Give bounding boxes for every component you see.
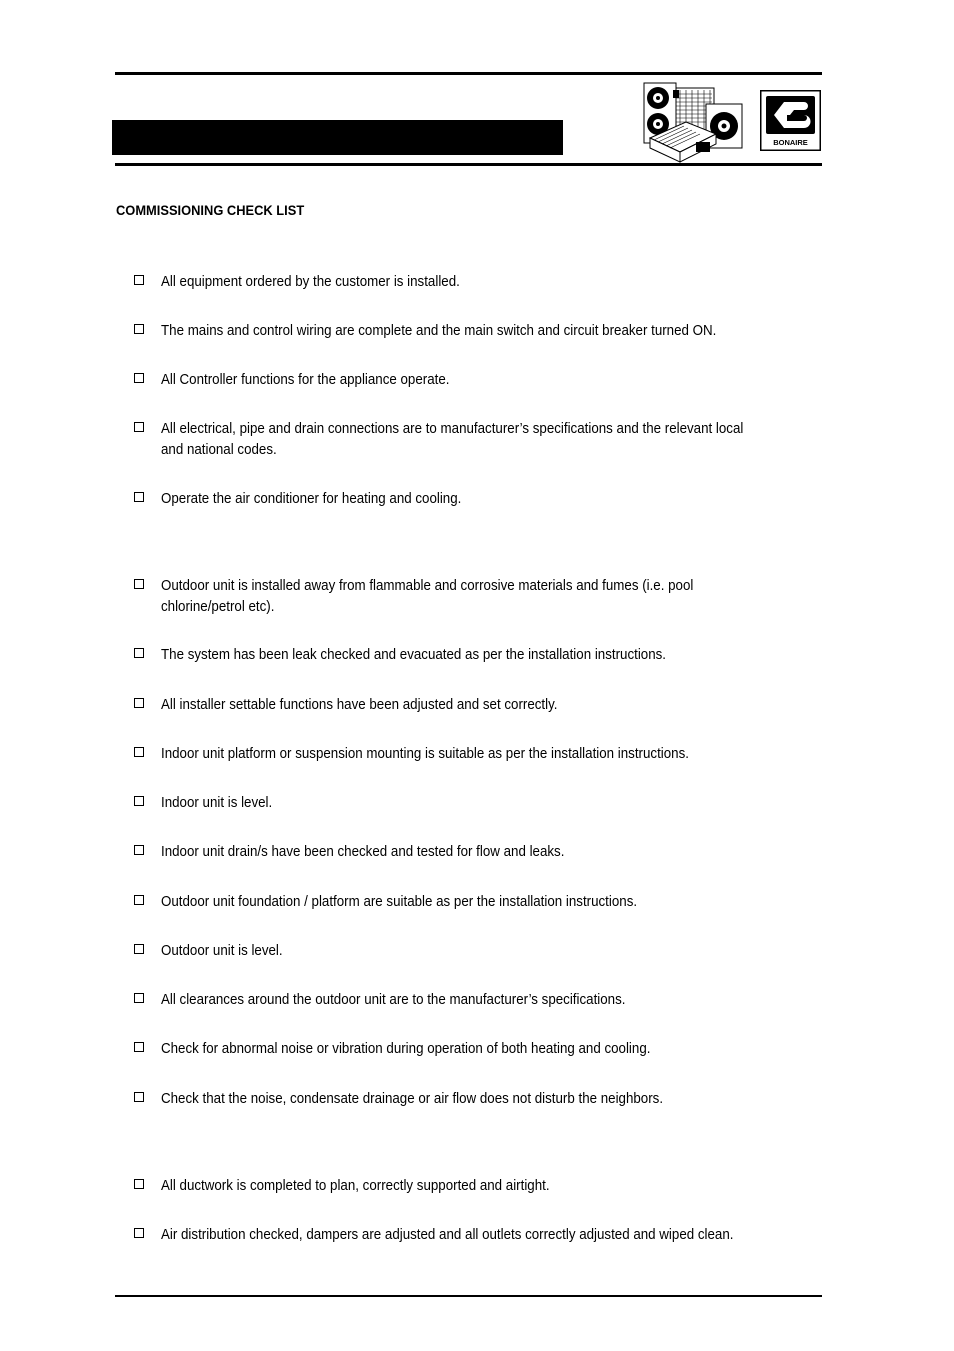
checklist-item-text: All installer settable functions have been adjusted and set correctly. [161, 697, 558, 713]
checklist-item-text: Check for abnormal noise or vibration during operation of both heating and cooling. [161, 1041, 651, 1057]
checklist-item-text: Outdoor unit is level. [161, 943, 283, 959]
checklist-item-text: Indoor unit is level. [161, 795, 273, 811]
checkbox[interactable] [134, 579, 144, 589]
footer-rule [115, 1295, 822, 1297]
bonaire-arrow-logo-icon [760, 90, 821, 151]
checklist-item-text: All ductwork is completed to plan, correctly supported and airtight. [161, 1178, 550, 1194]
checkbox[interactable] [134, 1042, 144, 1052]
header-bottom-rule [115, 163, 822, 166]
checkbox[interactable] [134, 373, 144, 383]
checklist-item-text: Air distribution checked, dampers are adjusted and all outlets correctly adjusted and wiped clean. [161, 1227, 734, 1243]
checkbox[interactable] [134, 492, 144, 502]
air-conditioner-units-icon [640, 80, 748, 166]
header-title-bar [112, 120, 563, 155]
checklist-item-text: All Controller functions for the appliance operate. [161, 372, 450, 388]
checklist-item-text: All equipment ordered by the customer is installed. [161, 274, 460, 290]
checkbox[interactable] [134, 324, 144, 334]
checklist-item-text: Operate the air conditioner for heating and cooling. [161, 491, 462, 507]
section-title: COMMISSIONING CHECK LIST [116, 202, 305, 218]
checklist-item-text: All electrical, pipe and drain connections are to manufacturer’s specifications and the relevant local and national codes. [161, 421, 744, 458]
checklist-item-text: Check that the noise, condensate drainage or air flow does not disturb the neighbors. [161, 1091, 664, 1107]
checklist-item-text: Indoor unit platform or suspension mounting is suitable as per the installation instructions. [161, 746, 689, 762]
checkbox[interactable] [134, 698, 144, 708]
logo-text: BONAIRE [773, 138, 808, 147]
checkbox[interactable] [134, 845, 144, 855]
checklist-item-text: Indoor unit drain/s have been checked and tested for flow and leaks. [161, 844, 565, 860]
checkbox[interactable] [134, 747, 144, 757]
checklist-item-text: The system has been leak checked and evacuated as per the installation instructions. [161, 647, 666, 663]
checkbox[interactable] [134, 275, 144, 285]
checkbox[interactable] [134, 895, 144, 905]
checklist-item-text: Outdoor unit is installed away from flammable and corrosive materials and fumes (i.e. pool chlorine/petrol etc). [161, 578, 694, 615]
checkbox[interactable] [134, 1092, 144, 1102]
checkbox[interactable] [134, 944, 144, 954]
checkbox[interactable] [134, 1228, 144, 1238]
checkbox[interactable] [134, 648, 144, 658]
checkbox[interactable] [134, 796, 144, 806]
checkbox[interactable] [134, 1179, 144, 1189]
checkbox[interactable] [134, 993, 144, 1003]
checklist-item-text: The mains and control wiring are complete and the main switch and circuit breaker turned ON. [161, 323, 717, 339]
checklist-item-text: Outdoor unit foundation / platform are suitable as per the installation instructions. [161, 894, 638, 910]
header-top-rule [115, 72, 822, 75]
checklist-item-text: All clearances around the outdoor unit are to the manufacturer’s specifications. [161, 992, 626, 1008]
checkbox[interactable] [134, 422, 144, 432]
